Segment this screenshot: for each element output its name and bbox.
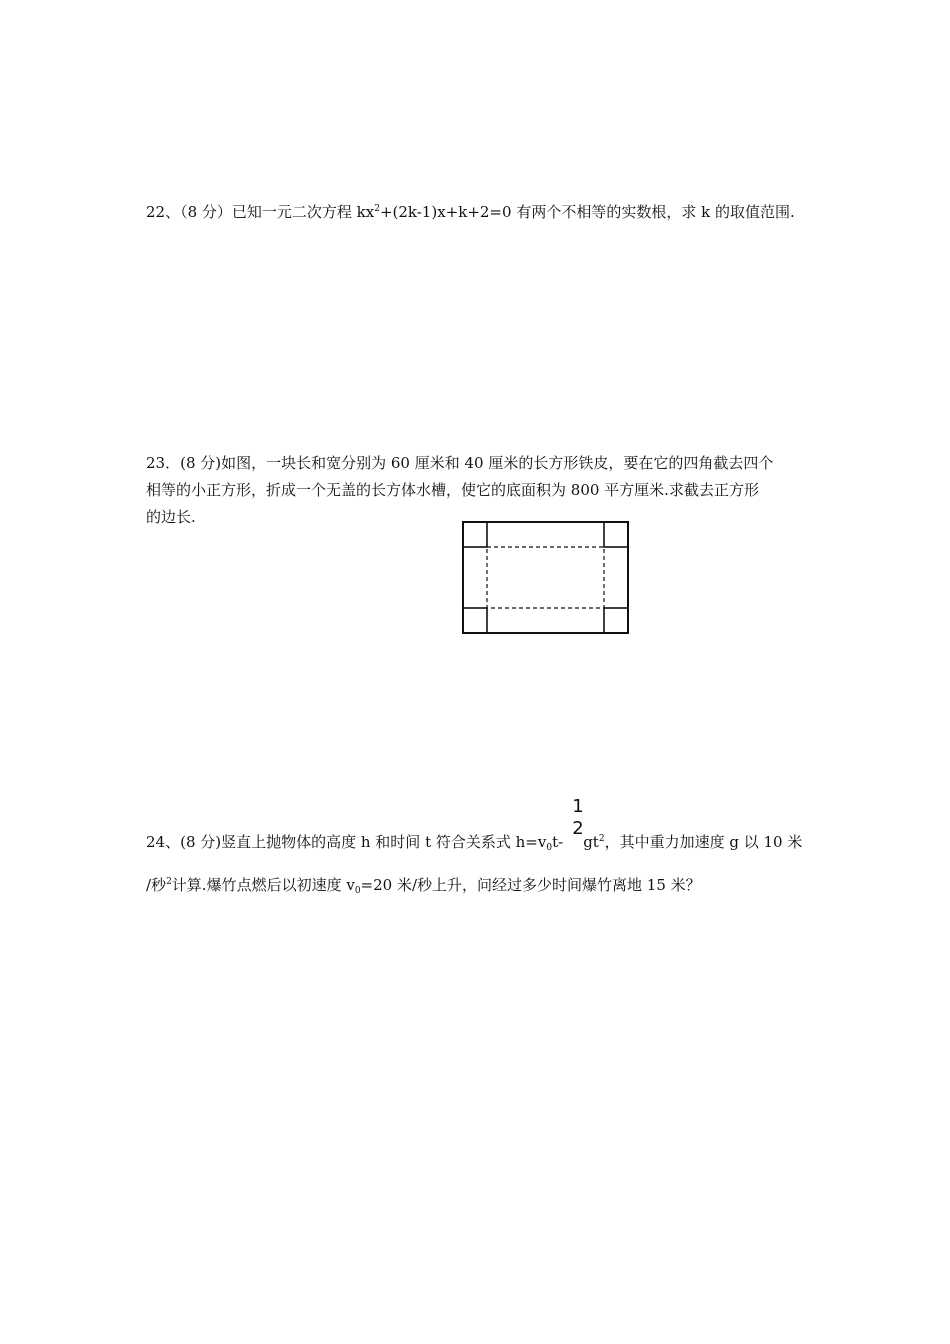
q24-subscript-1: 0 <box>546 843 553 853</box>
q24-text-6: 计算.爆竹点燃后以初速度 v <box>171 876 355 894</box>
question-24-line-2 <box>146 872 701 899</box>
corner-square-top-right <box>604 522 628 547</box>
q22-text-start: 22、（8 分）已知一元二次方程 kx <box>146 203 375 221</box>
corner-square-bottom-left <box>463 608 487 633</box>
q24-text-7: =20 米/秒上升，问经过多少时间爆竹离地 15 米？ <box>360 876 701 894</box>
question-22 <box>146 199 795 226</box>
question-23 <box>146 450 773 531</box>
corner-square-bottom-right <box>604 608 628 633</box>
q23-line-3: 的边长. <box>146 508 196 526</box>
fraction-numerator: 1 <box>572 796 584 817</box>
q23-line-1: 23．(8 分)如图，一块长和宽分别为 60 厘米和 40 厘米的长方形铁皮，要在它的四角截去四个 <box>146 454 774 472</box>
q24-text-5: /秒 <box>146 876 167 894</box>
q24-subscript-2: 0 <box>354 886 361 896</box>
q24-exponent-1: 2 <box>598 834 605 844</box>
q24-exponent-2: 2 <box>166 877 172 887</box>
q24-text-1: 24、(8 分)竖直上抛物体的高度 h 和时间 t 符合关系式 h=v <box>146 833 547 851</box>
q24-text-4: ，其中重力加速度 g 以 10 米 <box>604 833 803 851</box>
question-24-line-1 <box>146 829 802 856</box>
corner-square-top-left <box>463 522 487 547</box>
sheet-diagram <box>462 521 630 636</box>
fold-line-dashed <box>487 547 604 608</box>
q24-text-2: t- <box>552 833 564 851</box>
fraction-denominator: 2 <box>572 818 584 839</box>
q22-exponent: 2 <box>374 204 380 214</box>
q22-text-end: +(2k-1)x+k+2=0 有两个不相等的实数根，求 k 的取值范围. <box>379 203 795 221</box>
q24-text-3: gt <box>583 833 599 851</box>
q23-line-2: 相等的小正方形，折成一个无盖的长方体水槽，使它的底面积为 800 平方厘米.求截去正方形 <box>146 481 759 499</box>
